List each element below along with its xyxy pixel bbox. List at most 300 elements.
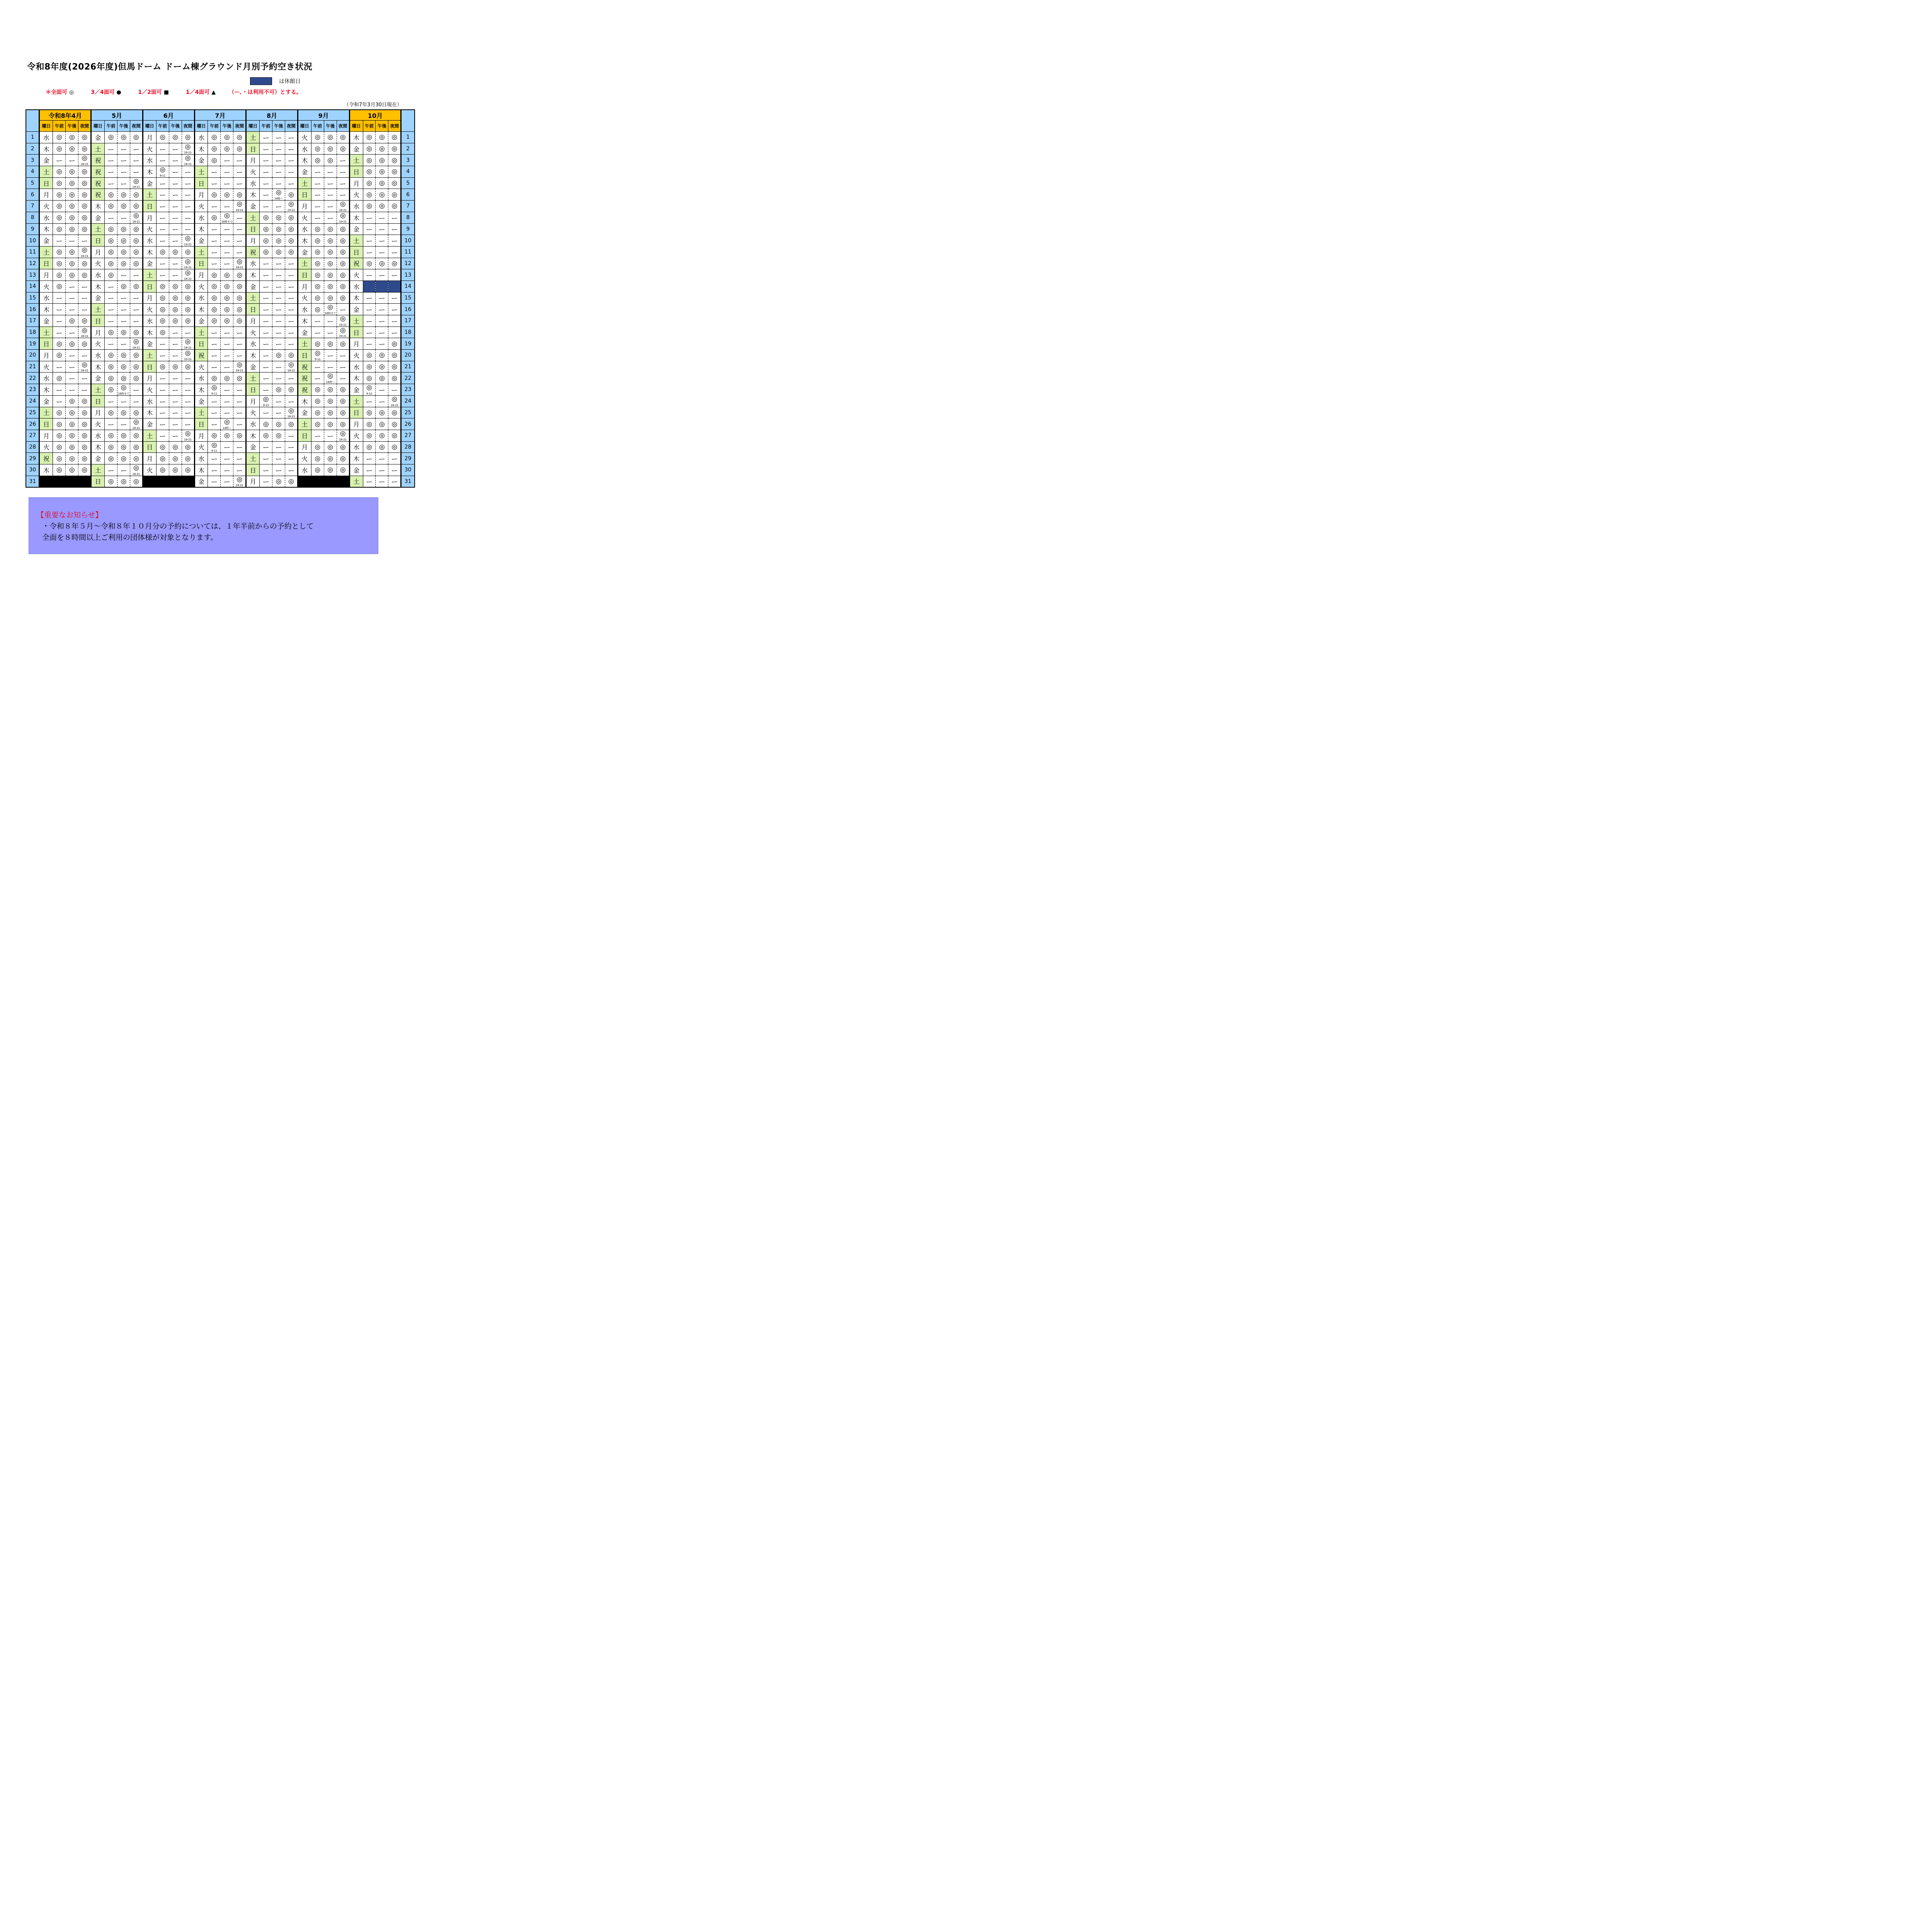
slot-cell: ◎ (130, 327, 143, 338)
weekday-cell: 月 (194, 189, 208, 201)
slot-cell (285, 201, 298, 212)
slot-cell: ◎ (311, 441, 324, 453)
slot-cell: ー (388, 292, 401, 304)
slot-cell: ー (388, 453, 401, 464)
slot-cell: ー (221, 453, 233, 464)
weekday-cell: 木 (349, 453, 363, 464)
slot-cell: ー (272, 464, 285, 476)
slot-cell: ◎ (221, 315, 233, 327)
slot-cell: ー (105, 155, 117, 166)
slot-cell: ー (169, 327, 182, 338)
slot-cell: ◎ (66, 246, 78, 258)
slot-cell: ◎ (169, 281, 182, 292)
table-row (26, 177, 415, 189)
slot-cell: ◎ (130, 258, 143, 269)
legend (46, 88, 302, 96)
slot-cell: ◎ (169, 132, 182, 143)
slot-cell: ◎ (130, 350, 143, 361)
slot-cell: ◎ (169, 315, 182, 327)
slot-cell: ◎ (311, 235, 324, 247)
slot-cell: ー (221, 258, 233, 269)
weekday-cell: 火 (349, 350, 363, 361)
weekday-cell: 水 (194, 212, 208, 223)
weekday-cell: 月 (246, 395, 260, 407)
slot-cell: ◎ (53, 281, 66, 292)
legend-full-symbol: ◎ (69, 89, 74, 95)
slot-cell: ー (376, 384, 388, 396)
slot-cell: ー (285, 143, 298, 155)
slot-cell (78, 327, 91, 338)
slot-cell: ◎ (78, 269, 91, 281)
slot-cell: ◎ (105, 361, 117, 372)
slot-cell: ー (105, 281, 117, 292)
slot-time-note: 18-21 (184, 163, 192, 166)
slot-symbol: ◎ (185, 269, 191, 277)
slot-cell: ー (156, 201, 169, 212)
slot-cell: ◎ (182, 132, 194, 143)
slot-cell (324, 304, 337, 315)
slot-cell: ー (156, 223, 169, 235)
slot-cell: ◎ (311, 304, 324, 315)
weekday-cell: 月 (39, 430, 53, 441)
table-row (26, 476, 415, 487)
slot-cell: ◎ (221, 430, 233, 441)
weekday-cell: 月 (143, 292, 156, 304)
weekday-cell: 火 (143, 223, 156, 235)
slot-cell: ー (363, 246, 376, 258)
slot-cell: ◎ (285, 418, 298, 430)
slot-cell: ◎ (78, 132, 91, 143)
slot-time-note: 16-21 (391, 403, 398, 407)
weekday-cell: 火 (39, 201, 53, 212)
slot-cell: ◎ (221, 304, 233, 315)
weekday-cell: 水 (349, 441, 363, 453)
day-number-right: 11 (401, 246, 415, 258)
slot-time-note: 19-21 (184, 151, 192, 155)
slot-cell: ー (311, 177, 324, 189)
weekday-cell: 木 (39, 464, 53, 476)
slot-cell: ー (221, 338, 233, 350)
weekday-cell: 祝 (194, 350, 208, 361)
slot-time-note: 19-21 (236, 208, 243, 212)
slot-cell: ー (156, 338, 169, 350)
day-number-right: 15 (401, 292, 415, 304)
slot-symbol: ◎ (288, 200, 294, 208)
weekday-cell: 木 (194, 464, 208, 476)
weekday-cell: 金 (194, 315, 208, 327)
slot-cell: ー (337, 372, 349, 384)
slot-cell: ◎ (117, 430, 130, 441)
slot-cell: ◎ (233, 189, 246, 201)
day-number-right: 7 (401, 201, 415, 212)
weekday-cell: 祝 (349, 258, 363, 269)
slot-cell: ◎ (363, 132, 376, 143)
slot-header: 夜間 (78, 121, 91, 132)
table-row (26, 453, 415, 464)
slot-header: 午前 (363, 121, 376, 132)
slot-cell: ◎ (324, 395, 337, 407)
slot-cell: ー (376, 327, 388, 338)
slot-cell: ◎ (208, 189, 221, 201)
day-number-right: 10 (401, 235, 415, 247)
slot-cell: ー (376, 338, 388, 350)
slot-cell: ◎ (78, 418, 91, 430)
slot-cell: ー (208, 476, 221, 487)
slot-cell: ◎ (208, 372, 221, 384)
slot-cell: ◎ (66, 189, 78, 201)
slot-cell: ー (78, 372, 91, 384)
slot-cell: ー (156, 372, 169, 384)
weekday-cell: 月 (349, 177, 363, 189)
slot-cell: ー (337, 350, 349, 361)
table-row (26, 361, 415, 372)
slot-cell: ー (156, 407, 169, 418)
slot-header: 夜間 (337, 121, 349, 132)
slot-cell: ◎ (53, 143, 66, 155)
slot-cell: ー (388, 464, 401, 476)
slot-cell: ー (208, 464, 221, 476)
slot-cell: ◎ (182, 453, 194, 464)
slot-cell: ◎ (285, 246, 298, 258)
slot-symbol: ◎ (237, 200, 243, 208)
slot-cell: ー (388, 476, 401, 487)
slot-cell: ◎ (182, 246, 194, 258)
weekday-cell: 金 (349, 223, 363, 235)
weekday-cell: 木 (298, 235, 311, 247)
weekday-cell: 木 (246, 430, 260, 441)
slot-symbol: ◎ (340, 212, 346, 219)
slot-cell: ー (272, 166, 285, 178)
slot-cell: ー (388, 315, 401, 327)
as-of-date: （令和7年3月30日現在） (344, 102, 402, 108)
slot-cell: ◎ (208, 281, 221, 292)
weekday-cell: 火 (91, 418, 105, 430)
slot-cell: ◎ (208, 315, 221, 327)
weekday-cell: 金 (143, 177, 156, 189)
weekday-cell: 木 (194, 384, 208, 396)
weekday-cell: 金 (91, 453, 105, 464)
slot-cell: ー (156, 189, 169, 201)
slot-cell: ◎ (53, 407, 66, 418)
slot-time-note: 16時まで (118, 392, 129, 395)
slot-cell: ◎ (337, 269, 349, 281)
slot-cell: ー (169, 201, 182, 212)
slot-cell: ー (260, 143, 272, 155)
weekday-cell: 日 (194, 418, 208, 430)
slot-symbol: ◎ (263, 395, 269, 403)
slot-cell: ◎ (324, 464, 337, 476)
slot-cell (388, 395, 401, 407)
slot-cell (208, 441, 221, 453)
slot-cell: ◎ (130, 430, 143, 441)
slot-cell: ー (78, 281, 91, 292)
slot-cell: ◎ (272, 212, 285, 223)
slot-cell: ー (233, 395, 246, 407)
weekday-cell: 木 (143, 327, 156, 338)
weekday-cell: 祝 (91, 177, 105, 189)
slot-cell: ー (376, 269, 388, 281)
slot-cell: ◎ (233, 430, 246, 441)
slot-cell: ー (233, 327, 246, 338)
month-header-row (26, 110, 415, 121)
weekday-cell: 金 (194, 235, 208, 247)
weekday-cell: 月 (298, 201, 311, 212)
slot-cell: ー (272, 201, 285, 212)
slot-cell: ー (221, 235, 233, 247)
slot-time-note: 19-21 (184, 357, 192, 361)
weekday-cell: 金 (194, 476, 208, 487)
weekday-cell: 木 (194, 143, 208, 155)
slot-cell: ◎ (117, 189, 130, 201)
slot-cell: ー (233, 177, 246, 189)
slot-cell: ◎ (324, 258, 337, 269)
weekday-cell: 水 (39, 372, 53, 384)
slot-cell: ◎ (169, 441, 182, 453)
slot-cell: ◎ (388, 143, 401, 155)
slot-cell: ー (363, 395, 376, 407)
weekday-cell: 日 (298, 430, 311, 441)
weekday-cell: 火 (194, 441, 208, 453)
slot-cell: ー (169, 189, 182, 201)
slot-cell: ー (66, 155, 78, 166)
slot-cell: ー (117, 166, 130, 178)
slot-cell: ◎ (363, 155, 376, 166)
slot-cell: ◎ (221, 292, 233, 304)
slot-cell: ー (324, 350, 337, 361)
slot-cell (182, 350, 194, 361)
slot-cell: ー (285, 338, 298, 350)
weekday-cell: 金 (39, 395, 53, 407)
weekday-cell: 水 (246, 177, 260, 189)
slot-cell: ◎ (130, 476, 143, 487)
weekday-cell: 金 (143, 338, 156, 350)
slot-cell: ー (169, 143, 182, 155)
slot-cell: ◎ (311, 338, 324, 350)
slot-cell: ◎ (376, 361, 388, 372)
slot-cell: ー (221, 361, 233, 372)
slot-cell: ◎ (53, 338, 66, 350)
legend-note: （ー、・は利用不可）とする。 (229, 89, 302, 95)
slot-cell: ◎ (376, 441, 388, 453)
weekday-cell: 月 (91, 407, 105, 418)
weekday-cell: 火 (91, 338, 105, 350)
slot-symbol: ◎ (237, 258, 243, 265)
slot-cell: ◎ (78, 407, 91, 418)
slot-cell: ー (388, 327, 401, 338)
day-number-right: 25 (401, 407, 415, 418)
slot-cell: ◎ (156, 315, 169, 327)
slot-cell: ◎ (117, 132, 130, 143)
slot-cell: ー (272, 338, 285, 350)
weekday-cell: 金 (298, 246, 311, 258)
weekday-cell: 日 (91, 235, 105, 247)
table-row (26, 281, 415, 292)
slot-cell: ◎ (233, 132, 246, 143)
slot-cell: ◎ (53, 430, 66, 441)
table-row (26, 441, 415, 453)
slot-time-note: 9-11 (211, 449, 217, 453)
slot-cell: ◎ (285, 350, 298, 361)
slot-time-note: 9-11 (211, 392, 217, 395)
slot-symbol: ◎ (276, 189, 282, 197)
slot-cell: ー (260, 327, 272, 338)
slot-cell: ◎ (311, 384, 324, 396)
slot-cell: ー (272, 315, 285, 327)
slot-cell: ー (233, 464, 246, 476)
weekday-cell: 水 (194, 372, 208, 384)
availability-table (26, 109, 415, 488)
slot-cell: ー (105, 212, 117, 223)
slot-symbol: ◎ (315, 349, 321, 357)
slot-symbol: ◎ (82, 246, 88, 254)
weekday-cell: 祝 (298, 372, 311, 384)
slot-cell: ー (130, 155, 143, 166)
slot-cell: ー (233, 246, 246, 258)
slot-cell: ー (105, 418, 117, 430)
table-row (26, 246, 415, 258)
slot-cell: ー (311, 430, 324, 441)
slot-cell: ◎ (130, 407, 143, 418)
slot-cell: ◎ (272, 384, 285, 396)
slot-cell: ー (311, 189, 324, 201)
slot-cell (130, 212, 143, 223)
slot-cell: ◎ (53, 441, 66, 453)
slot-cell: ◎ (233, 315, 246, 327)
slot-cell: ー (272, 269, 285, 281)
slot-cell: ◎ (182, 315, 194, 327)
slot-cell (233, 201, 246, 212)
weekday-cell: 日 (39, 338, 53, 350)
weekday-cell: 金 (298, 166, 311, 178)
slot-cell: ◎ (363, 441, 376, 453)
weekday-cell: 土 (143, 269, 156, 281)
page-title: 令和8年度(2026年度)但馬ドーム ドーム棟グラウンド月別予約空き状況 (27, 62, 313, 72)
slot-time-note: 19-21 (236, 484, 243, 487)
slot-cell: ◎ (285, 223, 298, 235)
slot-cell: ー (221, 166, 233, 178)
weekday-cell: 月 (39, 350, 53, 361)
slot-cell: ◎ (105, 269, 117, 281)
slot-cell: ー (169, 223, 182, 235)
slot-cell: ◎ (376, 430, 388, 441)
table-row (26, 143, 415, 155)
slot-cell: ー (169, 350, 182, 361)
weekday-cell: 火 (246, 166, 260, 178)
weekday-cell: 金 (39, 315, 53, 327)
slot-cell: ◎ (363, 407, 376, 418)
slot-cell: ◎ (221, 132, 233, 143)
slot-cell: ◎ (117, 281, 130, 292)
weekday-cell: 水 (349, 361, 363, 372)
weekday-cell: 火 (349, 269, 363, 281)
slot-cell: ー (324, 212, 337, 223)
weekday-cell: 土 (298, 418, 311, 430)
weekday-cell: 木 (39, 304, 53, 315)
slot-cell: ◎ (337, 235, 349, 247)
day-number: 16 (26, 304, 39, 315)
slot-cell: ー (156, 350, 169, 361)
slot-cell: ー (169, 372, 182, 384)
slot-cell: ー (285, 327, 298, 338)
weekday-cell: 水 (39, 212, 53, 223)
slot-cell: ◎ (117, 327, 130, 338)
day-number: 19 (26, 338, 39, 350)
no-day-cell (39, 476, 91, 487)
weekday-cell: 木 (143, 407, 156, 418)
slot-symbol: ◎ (288, 361, 294, 369)
slot-cell: ー (66, 304, 78, 315)
slot-cell: ー (156, 258, 169, 269)
slot-cell: ー (208, 350, 221, 361)
slot-cell: ー (221, 327, 233, 338)
slot-cell: ー (156, 430, 169, 441)
slot-cell: ◎ (260, 430, 272, 441)
slot-cell: ー (156, 235, 169, 247)
slot-cell: ー (363, 315, 376, 327)
slot-cell: ◎ (169, 246, 182, 258)
slot-symbol: ◎ (237, 476, 243, 483)
weekday-cell: 火 (298, 212, 311, 223)
slot-cell: ー (105, 464, 117, 476)
slot-time-note: 18-21 (132, 426, 140, 430)
slot-cell: ー (169, 177, 182, 189)
weekday-cell: 日 (91, 395, 105, 407)
slot-cell: ー (53, 327, 66, 338)
slot-cell: ◎ (324, 143, 337, 155)
slot-cell: ◎ (260, 235, 272, 247)
weekday-cell: 土 (349, 395, 363, 407)
weekday-cell: 水 (91, 350, 105, 361)
slot-cell: ー (117, 395, 130, 407)
slot-cell: ー (376, 212, 388, 223)
slot-cell: ◎ (66, 269, 78, 281)
slot-cell: ◎ (221, 372, 233, 384)
slot-time-note: 9-12 (366, 392, 373, 395)
slot-cell: ◎ (130, 281, 143, 292)
slot-cell: ◎ (363, 350, 376, 361)
table-row (26, 223, 415, 235)
weekday-cell: 日 (143, 361, 156, 372)
slot-cell: ー (221, 441, 233, 453)
slot-cell: ◎ (376, 350, 388, 361)
slot-cell: ー (169, 269, 182, 281)
slot-cell: ー (363, 212, 376, 223)
slot-cell: ◎ (66, 212, 78, 223)
table-row (26, 464, 415, 476)
slot-cell: ◎ (260, 223, 272, 235)
slot-time-note: 18-21 (184, 346, 192, 350)
weekday-cell: 金 (91, 132, 105, 143)
slot-cell: ◎ (324, 384, 337, 396)
slot-cell (130, 338, 143, 350)
slot-cell: ◎ (285, 235, 298, 247)
slot-cell: ー (311, 361, 324, 372)
weekday-header: 曜日 (39, 121, 53, 132)
slot-cell: ー (156, 155, 169, 166)
slot-cell: ◎ (311, 418, 324, 430)
weekday-cell: 水 (298, 304, 311, 315)
slot-cell: ◎ (156, 292, 169, 304)
slot-cell: ー (363, 269, 376, 281)
slot-time-note: 18-21 (287, 415, 295, 418)
slot-cell: ー (105, 143, 117, 155)
weekday-cell: 日 (349, 407, 363, 418)
slot-cell: ◎ (78, 177, 91, 189)
weekday-cell: 木 (39, 143, 53, 155)
slot-cell: ー (117, 143, 130, 155)
slot-cell: ー (130, 269, 143, 281)
slot-cell: ◎ (78, 143, 91, 155)
